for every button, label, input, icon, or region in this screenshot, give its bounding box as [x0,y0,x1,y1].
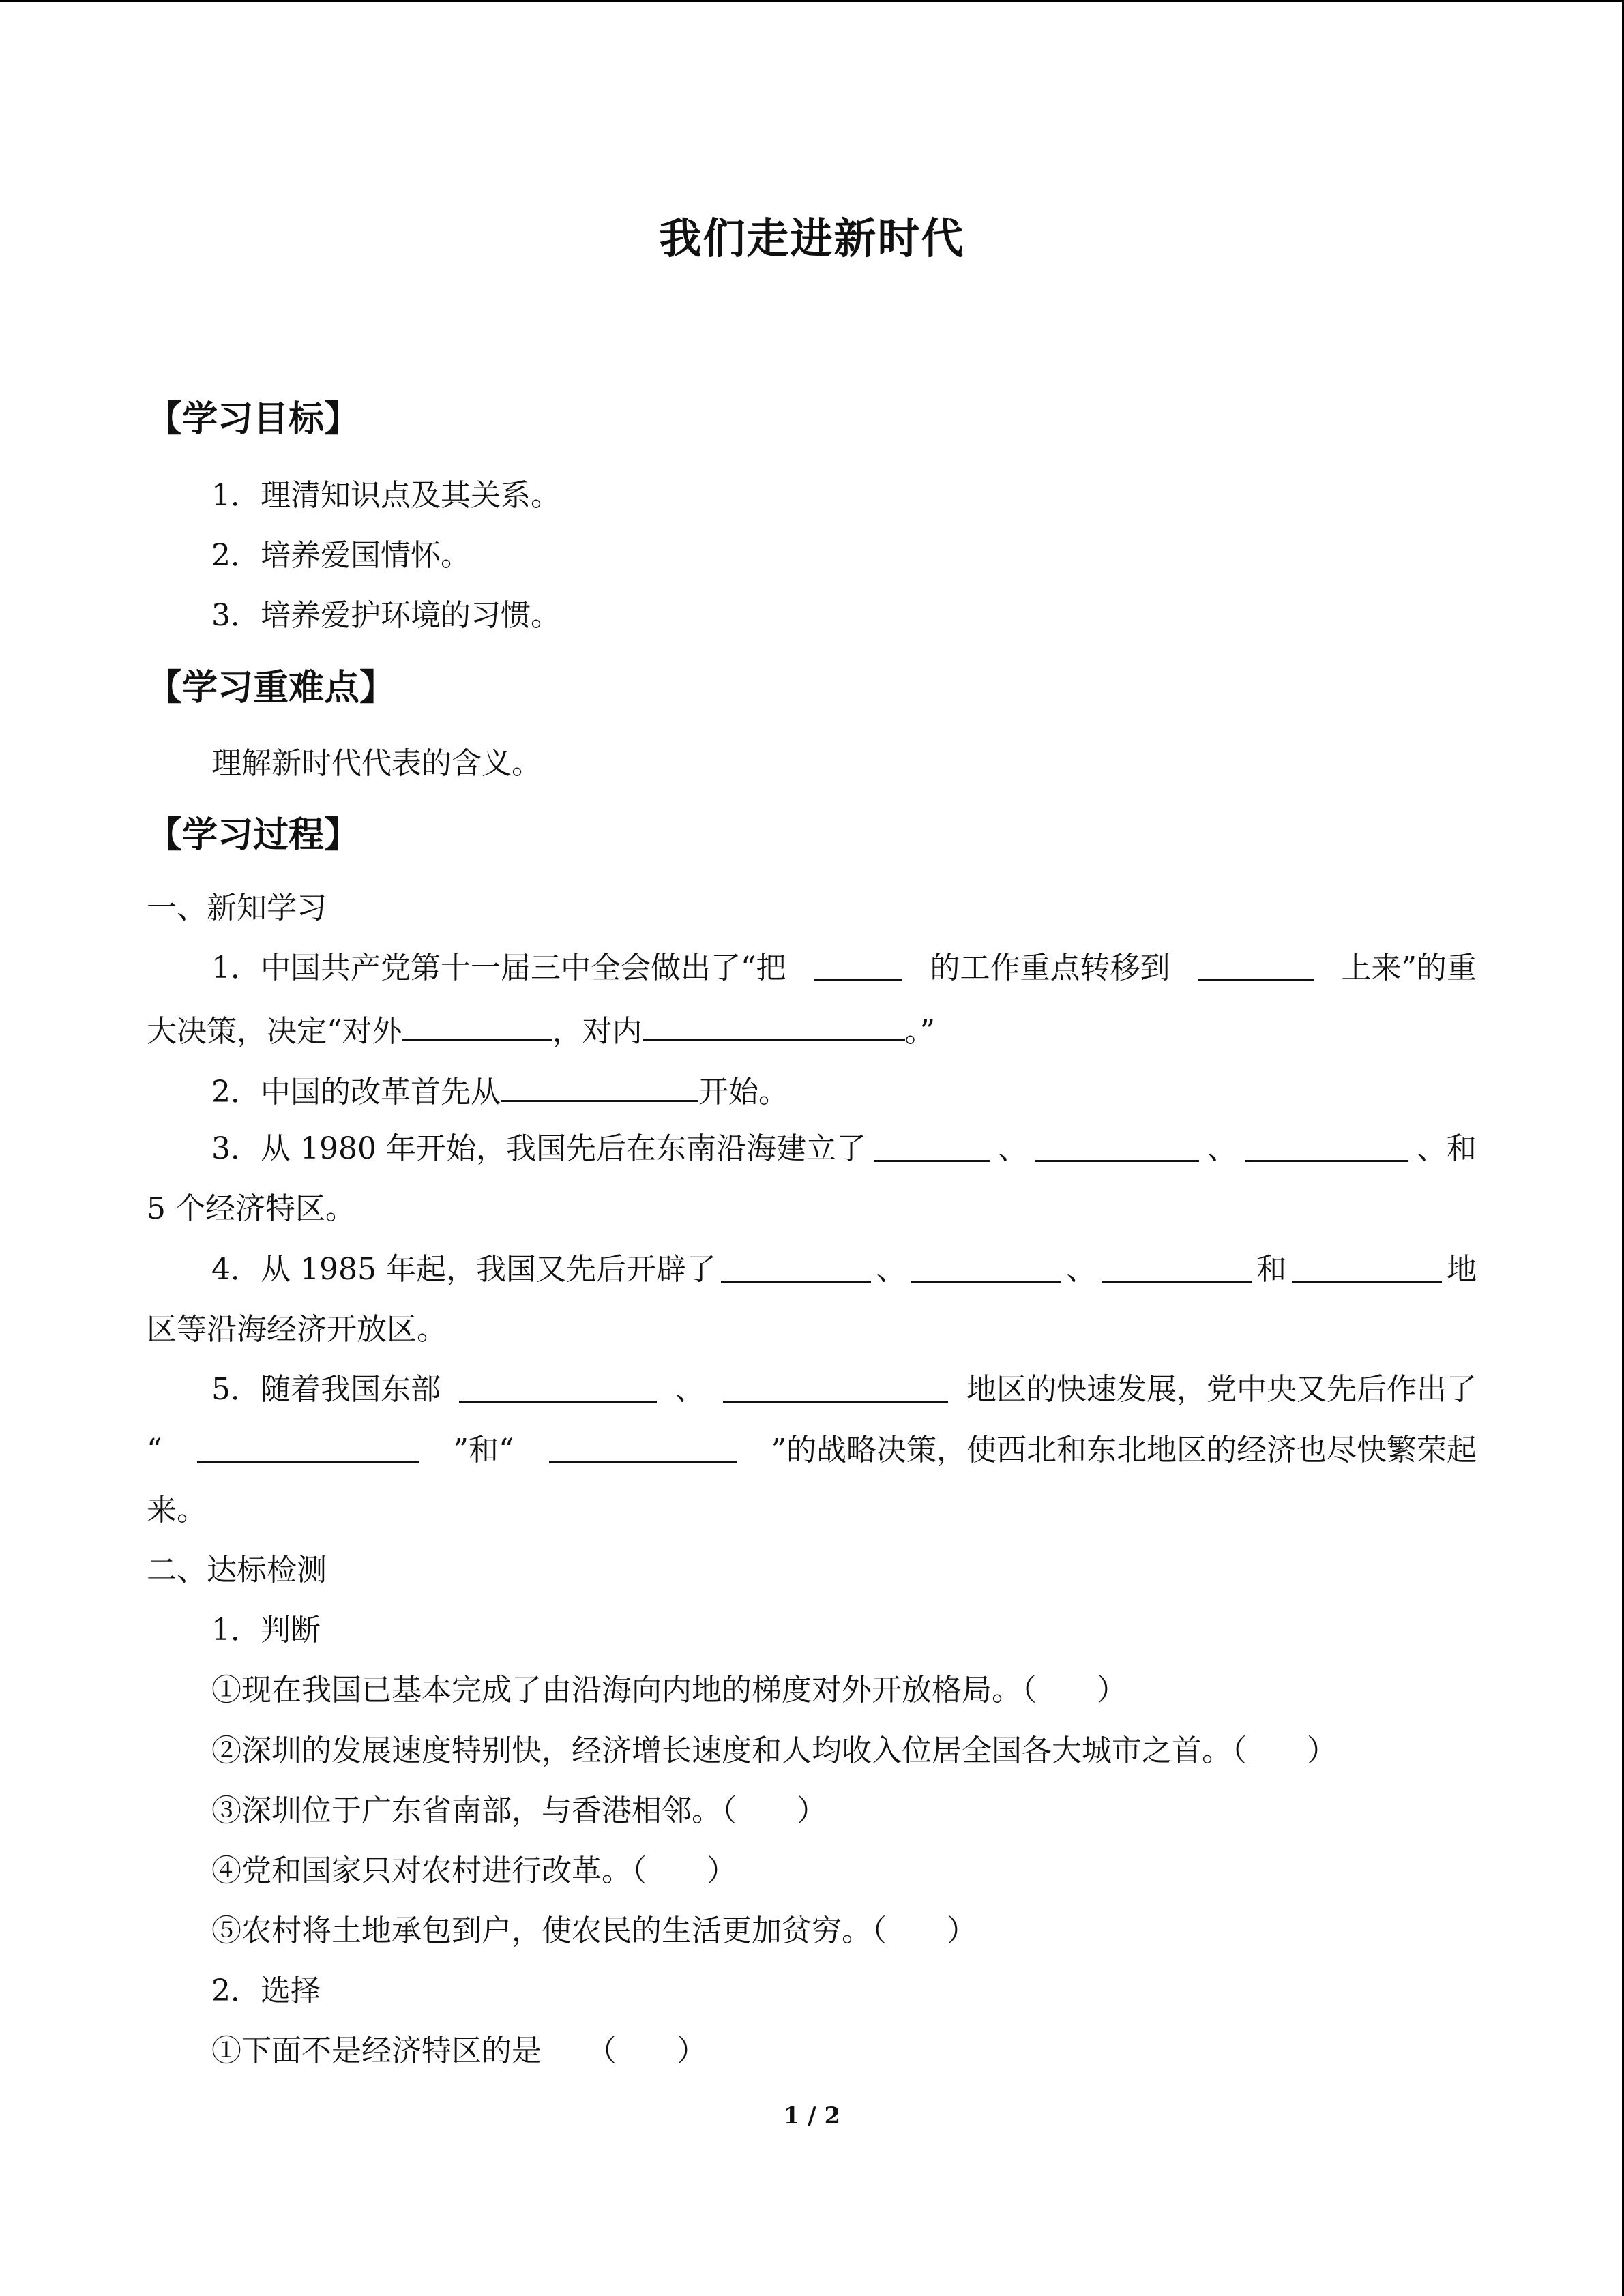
judge-item: ⑤农村将土地承包到户，使农民的生活更加贫穷。（ ） [211,1913,977,1948]
page-title: 我们走进新时代 [659,213,965,263]
answer-blank[interactable] [643,1008,905,1041]
question-4-line1: 4．从 1985 年起，我国又先后开辟了 、 、 和 地 [211,1249,1477,1290]
key-heading: 【学习重难点】 [147,668,396,709]
answer-blank[interactable] [459,1369,657,1403]
goal-item: 1．理清知识点及其关系。 [211,478,561,513]
part1-title: 一、新知学习 [147,891,327,925]
answer-blank[interactable] [814,948,902,981]
key-text: 理解新时代代表的含义。 [211,746,542,781]
judge-item: ③深圳位于广东省南部，与香港相邻。（ ） [211,1793,827,1828]
page-number: 1 / 2 [783,2102,841,2130]
goal-item: 3．培养爱护环境的习惯。 [211,598,561,633]
question-1-line1: 1．中国共产党第十一届三中全会做出了“把 的工作重点转移到 上来”的重 [211,948,1477,989]
question-2: 2．中国的改革首先从 开始。 [211,1069,1477,1113]
answer-blank[interactable] [721,1249,871,1283]
answer-blank[interactable] [911,1249,1061,1283]
goal-item: 2．培养爱国情怀。 [211,538,471,573]
answer-blank[interactable] [1102,1249,1252,1283]
goals-heading: 【学习目标】 [147,399,360,440]
part2-title: 二、达标检测 [147,1553,327,1587]
answer-blank[interactable] [1245,1129,1408,1162]
judge-title: 1．判断 [211,1613,321,1648]
answer-blank[interactable] [501,1069,698,1102]
answer-blank[interactable] [197,1430,419,1463]
question-3-line2: 5 个经济特区。 [147,1191,355,1226]
judge-item: ②深圳的发展速度特别快，经济增长速度和人均收入位居全国各大城市之首。（ ） [211,1733,1337,1768]
question-3-line1: 3．从 1980 年开始，我国先后在东南沿海建立了 、 、 、和 [211,1129,1477,1169]
answer-blank[interactable] [1198,948,1314,981]
question-5-line1: 5．随着我国东部 、 地区的快速发展，党中央又先后作出了 [211,1369,1477,1410]
answer-blank[interactable] [1035,1129,1199,1162]
question-4-line2: 区等沿海经济开放区。 [147,1312,447,1347]
question-5-line2: “ ”和“ ”的战略决策，使西北和东北地区的经济也尽快繁荣起 [147,1430,1477,1471]
answer-blank[interactable] [874,1129,990,1162]
choice-item: ①下面不是经济特区的是 （ ） [211,2033,707,2068]
answer-blank[interactable] [402,1008,552,1041]
question-1-line2: 大决策，决定“对外 ，对内 。” [147,1008,1477,1052]
answer-blank[interactable] [723,1369,948,1403]
judge-item: ①现在我国已基本完成了由沿海向内地的梯度对外开放格局。（ ） [211,1673,1127,1708]
question-5-line3: 来。 [147,1493,207,1527]
judge-item: ④党和国家只对农村进行改革。（ ） [211,1853,737,1888]
choice-title: 2．选择 [211,1973,321,2008]
process-heading: 【学习过程】 [147,815,360,856]
top-border [0,0,1624,2]
answer-blank[interactable] [1292,1249,1442,1283]
answer-blank[interactable] [549,1430,737,1463]
